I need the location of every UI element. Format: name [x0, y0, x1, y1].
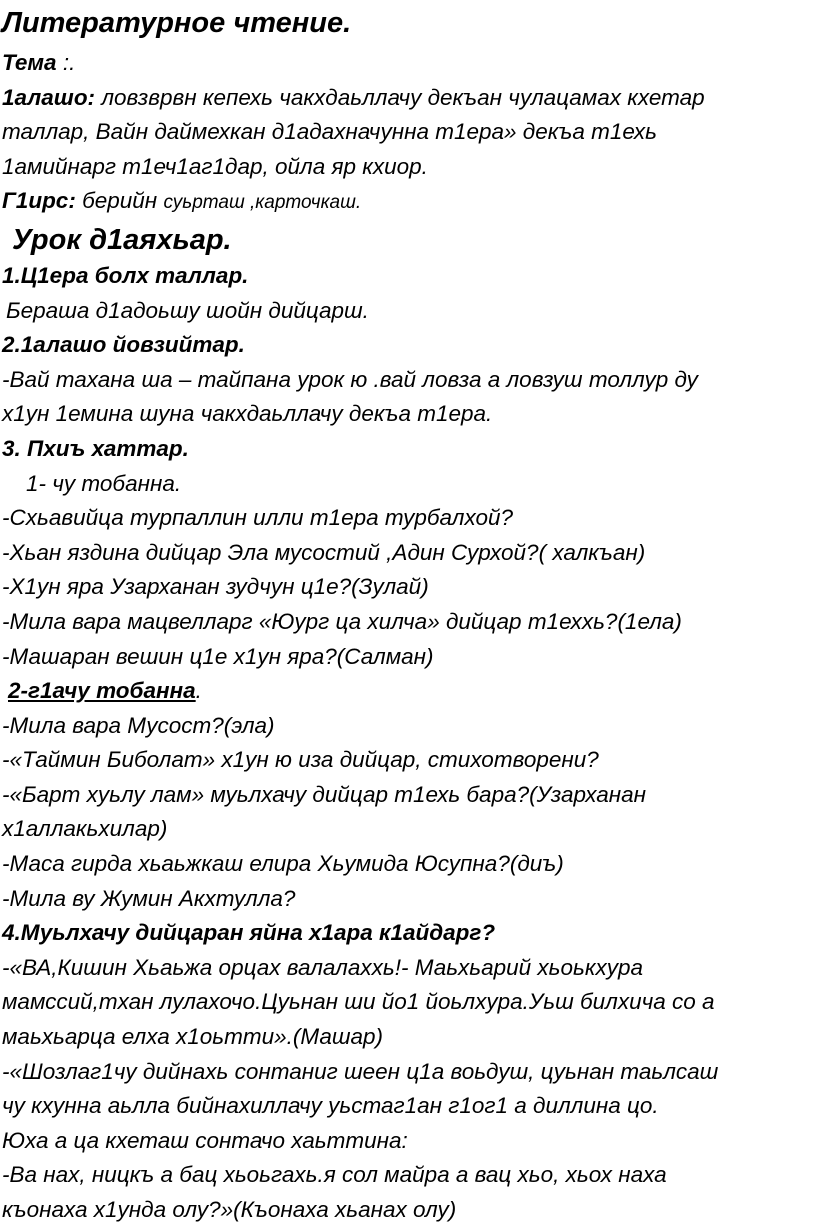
- goal-line-3: 1амийнарг т1еч1аг1дар, ойла яр кхиор.: [2, 153, 428, 179]
- section-4-line-7: -Ва нах, ницкъ а бац хьоьгахь.я сол майра а вац хьо, хьох наха: [2, 1162, 667, 1188]
- group-2-label: 2-г1ачу тобанна: [8, 678, 196, 704]
- group-2-question-3-cont: х1аллакьхилар): [2, 816, 168, 842]
- goal-text-1: ловзврвн кепехь чакхдаьллачу декъан чулацамах кхетар: [101, 84, 705, 110]
- group-2-label-line: [2, 674, 816, 709]
- goal-label: 1алашо:: [2, 84, 96, 110]
- section-2-line-1: -Вай тахана ша – тайпана урок ю .вай ловза а ловзуш толлур ду: [2, 366, 698, 392]
- topic-line: [2, 46, 816, 81]
- section-4-line-3: маьхьарца елха х1оьтти».(Машар): [2, 1024, 384, 1050]
- group-2-question-5: -Мила ву Жумин Акхтулла?: [2, 885, 296, 911]
- group-1-question-3: -Х1ун яра Узарханан зудчун ц1е?(Зулай): [2, 574, 429, 600]
- topic-value: :.: [62, 50, 76, 75]
- section-4-line-6: Юха а ца кхеташ сонтачо хаьттина:: [2, 1127, 408, 1153]
- group-2-question-1: -Мила вара Мусост?(эла): [2, 712, 275, 738]
- group-1-label: 1- чу тобанна.: [26, 470, 182, 496]
- group-1-question-2: -Хьан яздина дийцар Эла мусостий ,Адин Сурхой?( халкъан): [2, 539, 646, 565]
- topic-label: Тема: [2, 50, 57, 75]
- section-1-heading: 1.Ц1ера болх таллар.: [2, 262, 249, 288]
- goal-line-2: таллар, Вайн даймехкан д1адахначунна т1ера» декъа т1ехь: [2, 119, 657, 145]
- section-4-line-5: чу кхунна аьлла бийнахиллачу уьстаг1ан г1ог1 а диллина цо.: [2, 1093, 659, 1119]
- section-1-text: Бераша д1адоьшу шойн дийцарш.: [6, 297, 369, 323]
- section-2-line-2: х1ун 1емина шуна чакхдаьллачу декъа т1ера.: [2, 401, 493, 427]
- group-2-question-2: -«Таймин Биболат» х1ун ю иза дийцар, стихотворени?: [2, 747, 599, 773]
- section-3-heading: 3. Пхиъ хаттар.: [2, 435, 189, 461]
- section-4-line-4: -«Шозлаг1чу дийнахь сонтаниг шеен ц1а воьдуш, цуьнан таьлсаш: [2, 1058, 719, 1084]
- group-1-question-4: -Мила вара мацвелларг «Юург ца хилча» дийцар т1еххь?(1ела): [2, 608, 682, 634]
- equipment-label: Г1ирс:: [2, 188, 76, 214]
- section-4-line-1: -«ВА,Кишин Хьаьжа орцах валалаххь!- Маьхьарий хьоькхура: [2, 954, 644, 980]
- document-title: Литературное чтение.: [2, 7, 352, 39]
- section-4-line-8: къонаха х1унда олу?»(Къонаха хьанах олу): [2, 1197, 457, 1222]
- section-4-line-2: мамссий,тхан лулахочо.Цуьнан ши йо1 йоьлхура.Уьш билхича со а: [2, 989, 715, 1015]
- section-4-heading: 4.Муьлхачу дийцаран яйна х1ара к1айдарг?: [2, 920, 496, 946]
- group-1-question-1: -Схьавийца турпаллин илли т1ера турбалхой?: [2, 505, 514, 531]
- equipment-line: [2, 184, 816, 221]
- equipment-value-a: берийн: [82, 188, 158, 214]
- lesson-heading: Урок д1аяхьар.: [12, 223, 232, 256]
- goal-line-1: [2, 81, 816, 116]
- group-2-question-4: -Маса гирда хьаьжкаш елира Хьумида Юсупна?(диъ): [2, 851, 564, 877]
- equipment-value-b: суьрташ ,карточкаш.: [163, 192, 362, 214]
- group-2-label-dot: .: [195, 678, 202, 704]
- group-1-question-5: -Машаран вешин ц1е х1ун яра?(Салман): [2, 643, 434, 669]
- group-2-question-3: -«Барт хуьлу лам» муьлхачу дийцар т1ехь бара?(Узарханан: [2, 781, 647, 807]
- section-2-heading: 2.1алашо йовзийтар.: [2, 332, 245, 358]
